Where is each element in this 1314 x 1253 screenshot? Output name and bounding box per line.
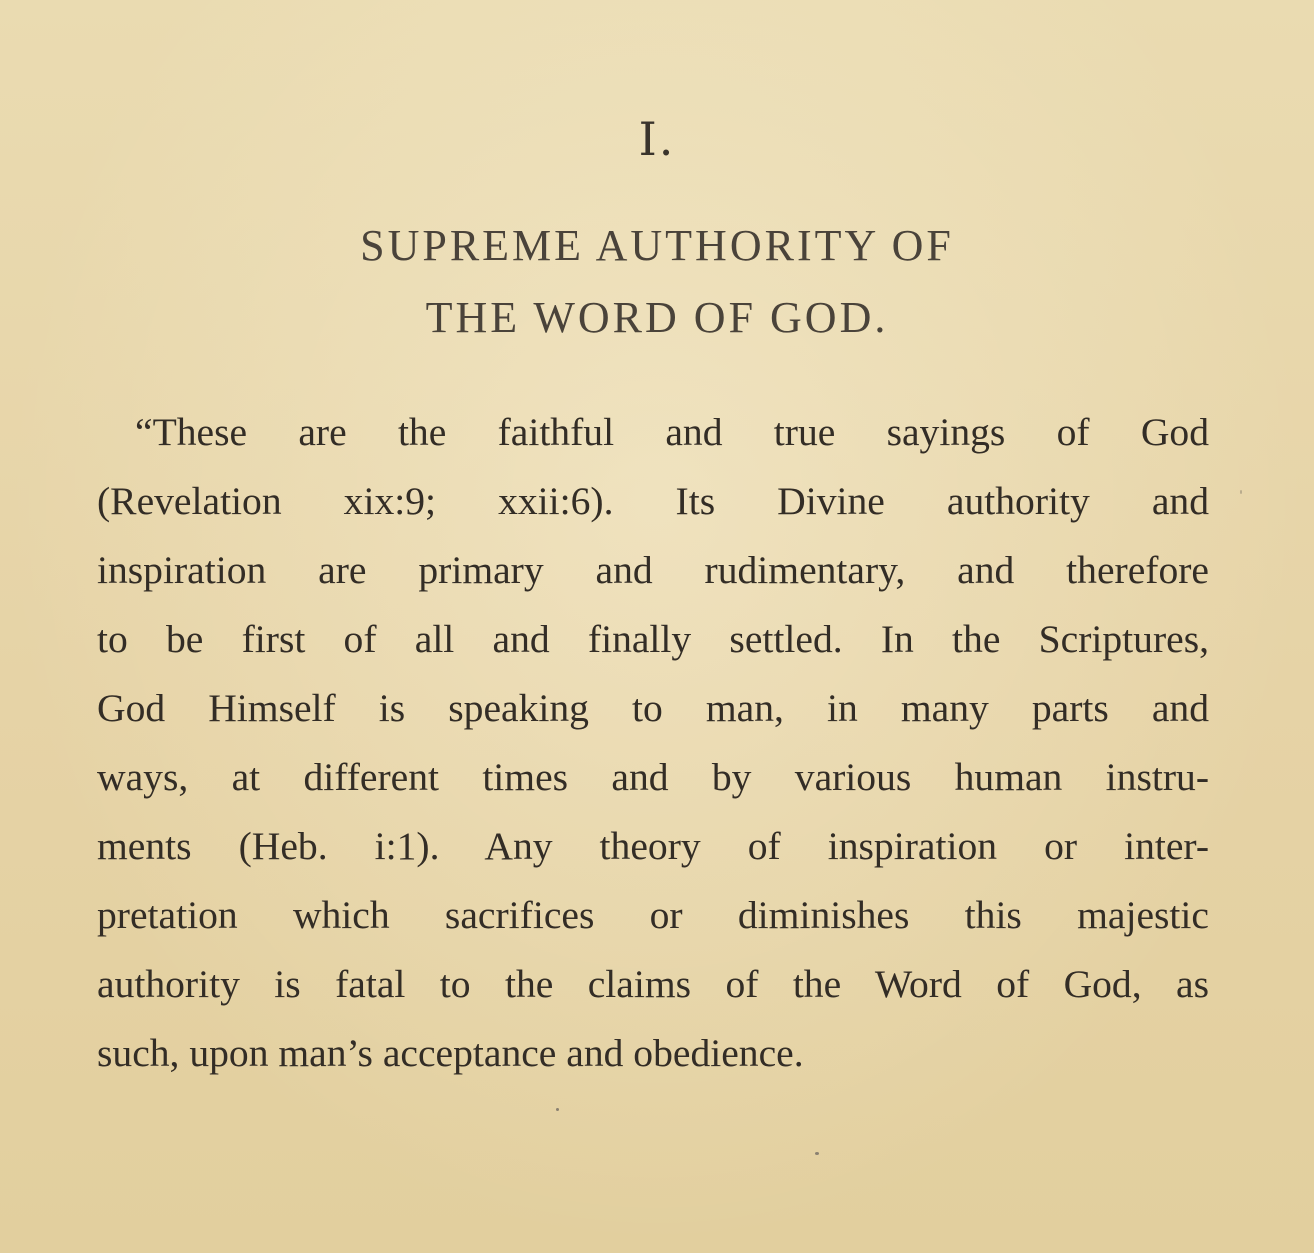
paper-speck xyxy=(815,1152,819,1155)
paragraph-line: such, upon man’s acceptance and obedience. xyxy=(97,1031,804,1075)
chapter-title-line-2: THE WORD OF GOD. xyxy=(425,293,889,342)
paragraph-line: God Himself is speaking to man, in many parts and xyxy=(97,686,1209,730)
chapter-number: I. xyxy=(638,112,676,166)
paragraph-line: inspiration are primary and rudimentary, and therefore xyxy=(97,548,1209,592)
paper-speck xyxy=(1240,490,1242,494)
paragraph-line: to be first of all and finally settled. In the Scriptures, xyxy=(97,617,1209,661)
paragraph-line: pretation which sacrifices or diminishes this majestic xyxy=(97,893,1209,937)
paragraph-line: authority is fatal to the claims of the Word of God, as xyxy=(97,962,1209,1006)
paragraph-line: “These are the faithful and true sayings of God xyxy=(135,410,1209,454)
paragraph-line: ments (Heb. i:1). Any theory of inspiration or inter- xyxy=(97,824,1209,868)
paragraph-line: (Revelation xix:9; xxii:6). Its Divine authority and xyxy=(97,479,1209,523)
body-paragraph xyxy=(97,398,1209,1088)
paper-speck xyxy=(556,1108,559,1111)
paragraph-line: ways, at different times and by various human instru- xyxy=(97,755,1209,799)
chapter-title-line-1: SUPREME AUTHORITY OF xyxy=(360,221,954,270)
